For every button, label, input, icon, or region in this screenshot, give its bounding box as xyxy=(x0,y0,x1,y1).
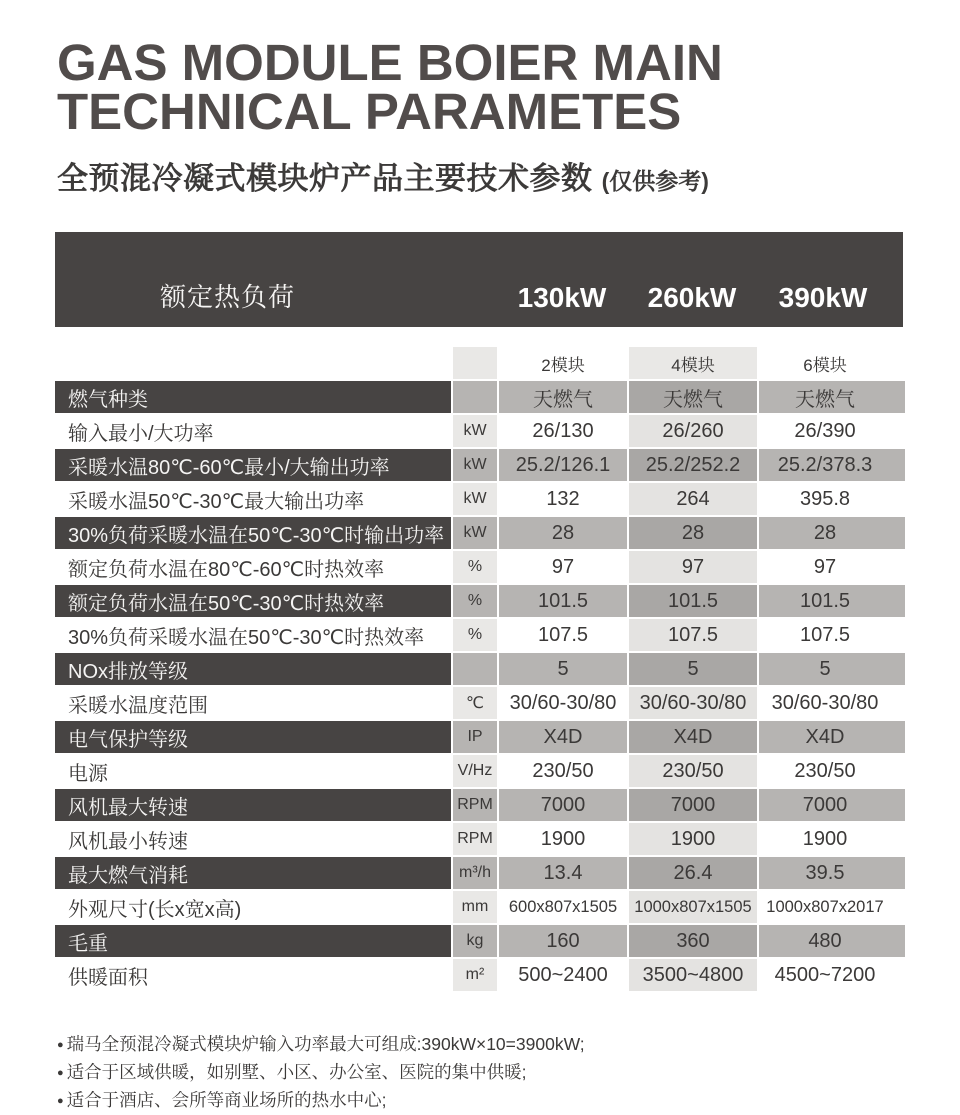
row-value: 3500~4800 xyxy=(629,959,757,991)
row-unit: kW xyxy=(453,449,497,481)
row-unit xyxy=(453,653,497,685)
row-label: 采暖水温度范围 xyxy=(55,687,451,719)
page-subtitle xyxy=(57,153,903,198)
row-unit: m³/h xyxy=(453,857,497,889)
row-value: 25.2/252.2 xyxy=(629,449,757,481)
row-label: 供暖面积 xyxy=(55,959,451,991)
row-value: 107.5 xyxy=(759,619,905,651)
spec-row xyxy=(55,755,903,787)
page-title-line1: GAS MODULE BOIER MAIN xyxy=(57,34,723,91)
column-header-260kw: 260kW xyxy=(647,282,737,313)
spec-row xyxy=(55,823,903,855)
row-value: 1000x807x1505 xyxy=(629,891,757,923)
spec-row xyxy=(55,653,903,685)
spec-row xyxy=(55,891,903,923)
row-value: 360 xyxy=(629,925,757,957)
row-value: 480 xyxy=(759,925,905,957)
row-unit: RPM xyxy=(453,823,497,855)
row-label: 输入最小/大功率 xyxy=(55,415,451,447)
header-bar-label-region xyxy=(55,277,497,314)
row-value: 26/130 xyxy=(499,415,627,447)
row-label: 最大燃气消耗 xyxy=(55,857,451,889)
spec-row xyxy=(55,381,903,413)
bullet-icon: ● xyxy=(57,1095,64,1107)
row-value: 5 xyxy=(759,653,905,685)
spec-row xyxy=(55,551,903,583)
row-value: 5 xyxy=(499,653,627,685)
row-value: 28 xyxy=(499,517,627,549)
spec-row xyxy=(55,517,903,549)
row-value: 101.5 xyxy=(759,585,905,617)
row-value: 7000 xyxy=(759,789,905,821)
spec-row xyxy=(55,483,903,515)
row-value: 132 xyxy=(499,483,627,515)
row-value: 天燃气 xyxy=(499,381,627,413)
spec-row xyxy=(55,721,903,753)
row-value: 7000 xyxy=(629,789,757,821)
note-text: 瑞马全预混冷凝式模块炉输入功率最大可组成:390kW×10=3900kW; xyxy=(66,1034,585,1054)
row-value: 600x807x1505 xyxy=(499,891,627,923)
module-count-header-row xyxy=(55,347,903,379)
row-unit: m² xyxy=(453,959,497,991)
page-subtitle-note: (仅供参考) xyxy=(601,168,709,194)
row-unit: ℃ xyxy=(453,687,497,719)
bullet-icon: ● xyxy=(57,1039,64,1051)
row-unit: kW xyxy=(453,483,497,515)
row-value: 101.5 xyxy=(629,585,757,617)
spec-row xyxy=(55,959,903,991)
row-unit: kW xyxy=(453,415,497,447)
page-title-line2: TECHNICAL PARAMETES xyxy=(57,83,682,140)
row-value: 4模块 xyxy=(629,347,757,379)
row-unit: V/Hz xyxy=(453,755,497,787)
row-value: 30/60-30/80 xyxy=(499,687,627,719)
row-value: 30/60-30/80 xyxy=(629,687,757,719)
row-unit xyxy=(453,381,497,413)
row-label: 30%负荷采暖水温在50℃-30℃时输出功率 xyxy=(55,517,451,549)
row-unit: % xyxy=(453,585,497,617)
row-unit: % xyxy=(453,551,497,583)
row-value: 4500~7200 xyxy=(759,959,905,991)
row-label: 电气保护等级 xyxy=(55,721,451,753)
row-unit xyxy=(453,347,497,379)
row-value: 7000 xyxy=(499,789,627,821)
row-value: 107.5 xyxy=(629,619,757,651)
row-label: NOx排放等级 xyxy=(55,653,451,685)
row-unit: mm xyxy=(453,891,497,923)
row-value: X4D xyxy=(629,721,757,753)
row-value: 97 xyxy=(759,551,905,583)
row-value: 13.4 xyxy=(499,857,627,889)
row-value: 25.2/378.3 xyxy=(759,449,905,481)
row-value: 395.8 xyxy=(759,483,905,515)
spec-row xyxy=(55,925,903,957)
row-value: 500~2400 xyxy=(499,959,627,991)
row-value: 160 xyxy=(499,925,627,957)
row-label: 电源 xyxy=(55,755,451,787)
column-header-390kw: 390kW xyxy=(778,282,868,313)
rated-heat-load-header-bar xyxy=(55,232,903,327)
rated-heat-load-label: 额定热负荷 xyxy=(160,282,296,312)
spec-row xyxy=(55,415,903,447)
page-subtitle-main: 全预混冷凝式模块炉产品主要技术参数 xyxy=(57,161,593,196)
row-value: 28 xyxy=(759,517,905,549)
spec-row xyxy=(55,449,903,481)
row-value: 5 xyxy=(629,653,757,685)
bullet-icon: ● xyxy=(57,1067,64,1079)
row-unit: RPM xyxy=(453,789,497,821)
row-value: 天燃气 xyxy=(629,381,757,413)
note-line xyxy=(57,1031,903,1059)
row-label: 外观尺寸(长x宽x高) xyxy=(55,891,451,923)
page-title xyxy=(57,34,903,140)
row-value: 1900 xyxy=(629,823,757,855)
row-value: 230/50 xyxy=(499,755,627,787)
spec-row xyxy=(55,619,903,651)
row-value: 天燃气 xyxy=(759,381,905,413)
row-label: 30%负荷采暖水温在50℃-30℃时热效率 xyxy=(55,619,451,651)
row-label: 额定负荷水温在50℃-30℃时热效率 xyxy=(55,585,451,617)
row-value: 25.2/126.1 xyxy=(499,449,627,481)
row-unit: % xyxy=(453,619,497,651)
row-unit: IP xyxy=(453,721,497,753)
row-value: X4D xyxy=(759,721,905,753)
spec-row xyxy=(55,789,903,821)
row-value: 28 xyxy=(629,517,757,549)
row-value: 26/390 xyxy=(759,415,905,447)
row-value: 30/60-30/80 xyxy=(759,687,905,719)
row-label: 采暖水温80℃-60℃最小/大输出功率 xyxy=(55,449,451,481)
row-label: 毛重 xyxy=(55,925,451,957)
row-label: 额定负荷水温在80℃-60℃时热效率 xyxy=(55,551,451,583)
row-value: 97 xyxy=(499,551,627,583)
row-label: 采暖水温50℃-30℃最大输出功率 xyxy=(55,483,451,515)
row-value: 1900 xyxy=(499,823,627,855)
spec-row xyxy=(55,687,903,719)
note-line xyxy=(57,1059,903,1087)
row-value: 6模块 xyxy=(759,347,905,379)
row-value: 26/260 xyxy=(629,415,757,447)
note-text: 适合于区域供暖，如别墅、小区、办公室、医院的集中供暖; xyxy=(66,1062,527,1082)
row-unit: kW xyxy=(453,517,497,549)
row-label xyxy=(55,347,451,379)
footer-notes xyxy=(57,1031,903,1115)
technical-parameters-table xyxy=(55,347,903,991)
row-label: 风机最大转速 xyxy=(55,789,451,821)
note-line xyxy=(57,1087,903,1115)
row-value: 101.5 xyxy=(499,585,627,617)
row-value: 1900 xyxy=(759,823,905,855)
row-value: 39.5 xyxy=(759,857,905,889)
row-label: 风机最小转速 xyxy=(55,823,451,855)
row-value: 230/50 xyxy=(629,755,757,787)
row-value: 26.4 xyxy=(629,857,757,889)
row-value: X4D xyxy=(499,721,627,753)
row-label: 燃气种类 xyxy=(55,381,451,413)
column-header-130kw: 130kW xyxy=(517,282,607,313)
row-value: 264 xyxy=(629,483,757,515)
row-value: 107.5 xyxy=(499,619,627,651)
row-value: 97 xyxy=(629,551,757,583)
row-value: 230/50 xyxy=(759,755,905,787)
row-value: 2模块 xyxy=(499,347,627,379)
row-unit: kg xyxy=(453,925,497,957)
spec-row xyxy=(55,585,903,617)
spec-row xyxy=(55,857,903,889)
note-text: 适合于酒店、会所等商业场所的热水中心; xyxy=(66,1090,387,1110)
row-value: 1000x807x2017 xyxy=(759,891,905,923)
